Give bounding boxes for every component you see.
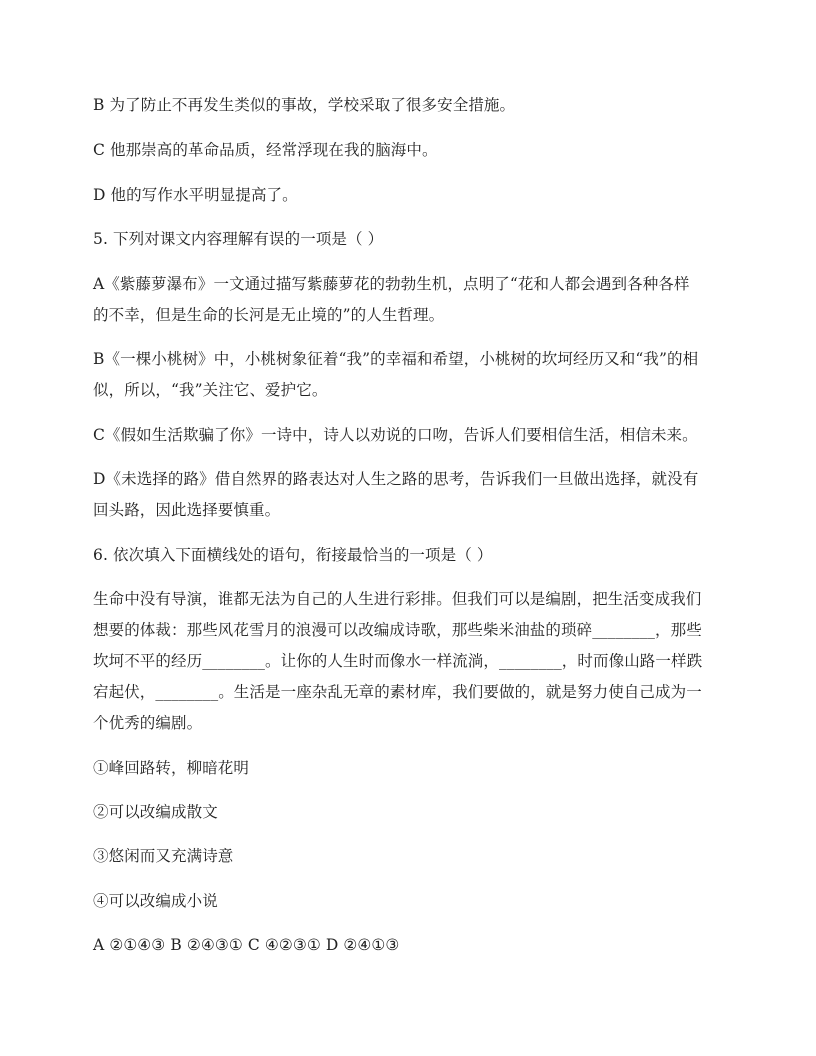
passage-line-2: 想要的体裁：那些风花雪月的浪漫可以改编成诗歌，那些柴米油盐的琐碎________，那些 <box>93 621 702 639</box>
sentence-3: ③悠闲而又充满诗意 <box>93 847 234 865</box>
passage-line-3: 坎坷不平的经历________。让你的人生时而像水一样流淌，________，时而像山路一样跌 <box>93 652 703 670</box>
option-b-q5-line1: B《一棵小桃树》中，小桃树象征着“我”的幸福和希望，小桃树的坎坷经历又和“我”的相 <box>93 350 699 368</box>
option-d-q5-line2: 回头路，因此选择要慎重。 <box>93 501 281 519</box>
option-a-q5-line2: 的不幸，但是生命的长河是无止境的”的人生哲理。 <box>93 306 445 324</box>
passage-line-4: 宕起伏，________。生活是一座杂乱无章的素材库，我们要做的，就是努力使自己成为一 <box>93 683 702 701</box>
option-c-q4: C 他那崇高的革命品质，经常浮现在我的脑海中。 <box>93 141 438 159</box>
question-6-stem: 6. 依次填入下面横线处的语句，衔接最恰当的一项是（ ） <box>93 546 493 564</box>
option-c-q5: C《假如生活欺骗了你》一诗中，诗人以劝说的口吻，告诉人们要相信生活，相信未来。 <box>93 426 698 444</box>
passage-line-5: 个优秀的编剧。 <box>93 714 203 732</box>
option-d-q5-line1: D《未选择的路》借自然界的路表达对人生之路的思考，告诉我们一旦做出选择，就没有 <box>93 470 699 488</box>
question-6-options: A ②①④③ B ②④③① C ④②③① D ②④①③ <box>93 936 400 954</box>
option-d-q4: D 他的写作水平明显提高了。 <box>93 186 298 204</box>
option-a-q5-line1: A《紫藤萝瀑布》一文通过描写紫藤萝花的勃勃生机，点明了“花和人都会遇到各种各样 <box>93 275 690 293</box>
option-b-q5-line2: 似，所以，“我”关注它、爱护它。 <box>93 381 328 399</box>
option-b-q4: B 为了防止不再发生类似的事故，学校采取了很多安全措施。 <box>93 96 516 114</box>
question-5-stem: 5. 下列对课文内容理解有误的一项是（ ） <box>93 230 384 248</box>
passage-line-1: 生命中没有导演，谁都无法为自己的人生进行彩排。但我们可以是编剧，把生活变成我们 <box>93 590 702 608</box>
sentence-4: ④可以改编成小说 <box>93 892 218 910</box>
sentence-1: ①峰回路转，柳暗花明 <box>93 759 250 777</box>
sentence-2: ②可以改编成散文 <box>93 803 218 821</box>
